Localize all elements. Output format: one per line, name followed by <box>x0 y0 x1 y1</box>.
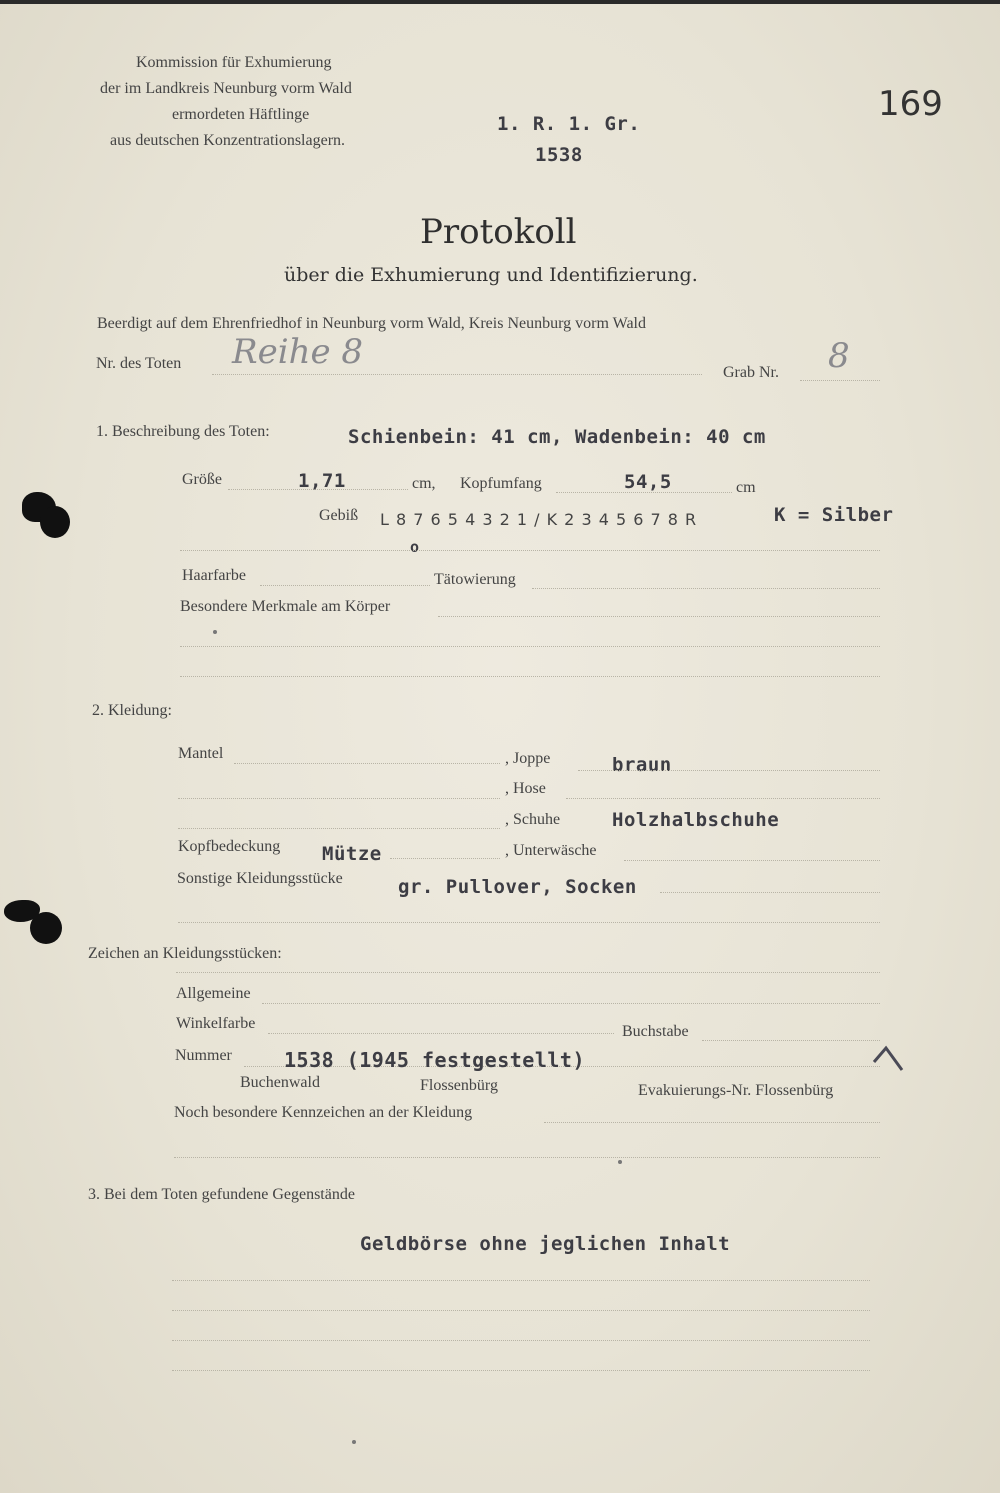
other-clothing-line-2 <box>178 922 880 923</box>
found-items-value: Geldbörse ohne jeglichen Inhalt <box>360 1233 731 1255</box>
punch-hole-mark <box>30 912 62 944</box>
headwear-line <box>390 858 500 859</box>
shoes-label: , Schuhe <box>505 811 561 828</box>
other-marks-line-2 <box>174 1157 880 1158</box>
head-circumference-value: 54,5 <box>624 471 672 493</box>
marks-line-1 <box>438 616 880 617</box>
head-unit: cm <box>736 479 756 496</box>
general-label: Allgemeine <box>176 985 251 1002</box>
other-clothing-value: gr. Pullover, Socken <box>398 876 637 898</box>
found-items-line-4 <box>172 1370 870 1371</box>
coat-line-3 <box>178 828 500 829</box>
number-label: Nummer <box>175 1047 232 1064</box>
jacket-value: braun <box>612 754 672 776</box>
section3-label: 3. Bei dem Toten gefundene Gegenstände <box>88 1186 355 1203</box>
clothing-marks-line <box>176 972 880 973</box>
underwear-line <box>624 860 880 861</box>
speck <box>213 630 217 634</box>
dead-number-label: Nr. des Toten <box>96 355 182 372</box>
page-number: 169 <box>878 84 943 124</box>
speck <box>352 1440 356 1444</box>
other-marks-line <box>544 1122 880 1123</box>
height-unit: cm, <box>412 475 436 492</box>
jacket-line <box>578 770 880 771</box>
letter-line <box>702 1040 880 1041</box>
found-items-line-2 <box>172 1310 870 1311</box>
special-marks-label: Besondere Merkmale am Körper <box>180 598 391 615</box>
number-value: 1538 (1945 festgestellt) <box>284 1048 585 1072</box>
angle-color-label: Winkelfarbe <box>176 1015 256 1032</box>
other-clothing-label: Sonstige Kleidungsstücke <box>177 870 343 887</box>
hair-line <box>260 585 430 586</box>
hair-color-label: Haarfarbe <box>182 567 246 584</box>
buchenwald-label: Buchenwald <box>240 1074 320 1091</box>
teeth-note: K = Silber <box>774 504 894 526</box>
height-label: Größe <box>182 471 222 488</box>
coat-line <box>234 763 500 764</box>
headwear-label: Kopfbedeckung <box>178 838 281 855</box>
found-items-line-1 <box>172 1280 870 1281</box>
teeth-chart: L 8 7 6 5 4 3 2 1 / K 2 3 4 5 6 7 8 R <box>380 510 698 529</box>
general-line <box>262 1003 880 1004</box>
shoes-value: Holzhalbschuhe <box>612 809 780 831</box>
trousers-label: , Hose <box>505 780 546 797</box>
trousers-line <box>566 798 880 799</box>
punch-hole-mark <box>40 506 70 538</box>
coat-line-2 <box>178 798 500 799</box>
commission-line-3: ermordeten Häftlinge <box>172 106 310 123</box>
teeth-label: Gebiß <box>319 507 359 524</box>
other-marks-label: Noch besondere Kennzeichen an der Kleidung <box>174 1104 473 1121</box>
evacuation-number-label: Evakuierungs-Nr. Flossenbürg <box>638 1082 834 1099</box>
reference-line: 1. R. 1. Gr. <box>497 113 641 135</box>
document-title: Protokoll <box>420 212 577 252</box>
other-clothing-line <box>660 892 880 893</box>
scan-edge <box>0 0 1000 4</box>
marks-line-3 <box>180 676 880 677</box>
tattoo-line <box>532 588 880 589</box>
grave-line <box>800 380 880 381</box>
commission-line-1: Kommission für Exhumierung <box>136 54 332 71</box>
dead-number-line <box>212 374 702 375</box>
document-subtitle: über die Exhumierung und Identifizierung. <box>284 264 698 286</box>
grave-label: Grab Nr. <box>723 364 779 381</box>
height-value: 1,71 <box>298 470 346 492</box>
tattoo-label: Tätowierung <box>434 571 516 588</box>
bone-measurements: Schienbein: 41 cm, Wadenbein: 40 cm <box>348 426 766 448</box>
commission-line-4: aus deutschen Konzentrationslagern. <box>110 132 346 149</box>
speck <box>618 1160 622 1164</box>
grave-handwritten: 8 <box>828 336 850 376</box>
section1-label: 1. Beschreibung des Toten: <box>96 423 270 440</box>
head-circumference-label: Kopfumfang <box>460 475 542 492</box>
commission-line-2: der im Landkreis Neunburg vorm Wald <box>100 80 352 97</box>
teeth-mark: o <box>410 538 420 556</box>
found-items-line-3 <box>172 1340 870 1341</box>
letter-label: Buchstabe <box>622 1023 689 1040</box>
clothing-marks-label: Zeichen an Kleidungsstücken: <box>88 945 282 962</box>
jacket-label: , Joppe <box>505 750 551 767</box>
reference-number: 1538 <box>535 144 583 166</box>
teeth-extra-line <box>180 550 880 551</box>
burial-place: Beerdigt auf dem Ehrenfriedhof in Neunburg vorm Wald, Kreis Neunburg vorm Wald <box>97 315 646 332</box>
dead-number-handwritten: Reihe 8 <box>232 332 364 372</box>
flossenburg-label: Flossenbürg <box>420 1077 498 1094</box>
headwear-value: Mütze <box>322 843 382 865</box>
section2-label: 2. Kleidung: <box>92 702 172 719</box>
cross-mark-icon <box>870 1040 906 1074</box>
coat-label: Mantel <box>178 745 224 762</box>
angle-color-line <box>268 1033 614 1034</box>
underwear-label: , Unterwäsche <box>505 842 597 859</box>
marks-line-2 <box>180 646 880 647</box>
